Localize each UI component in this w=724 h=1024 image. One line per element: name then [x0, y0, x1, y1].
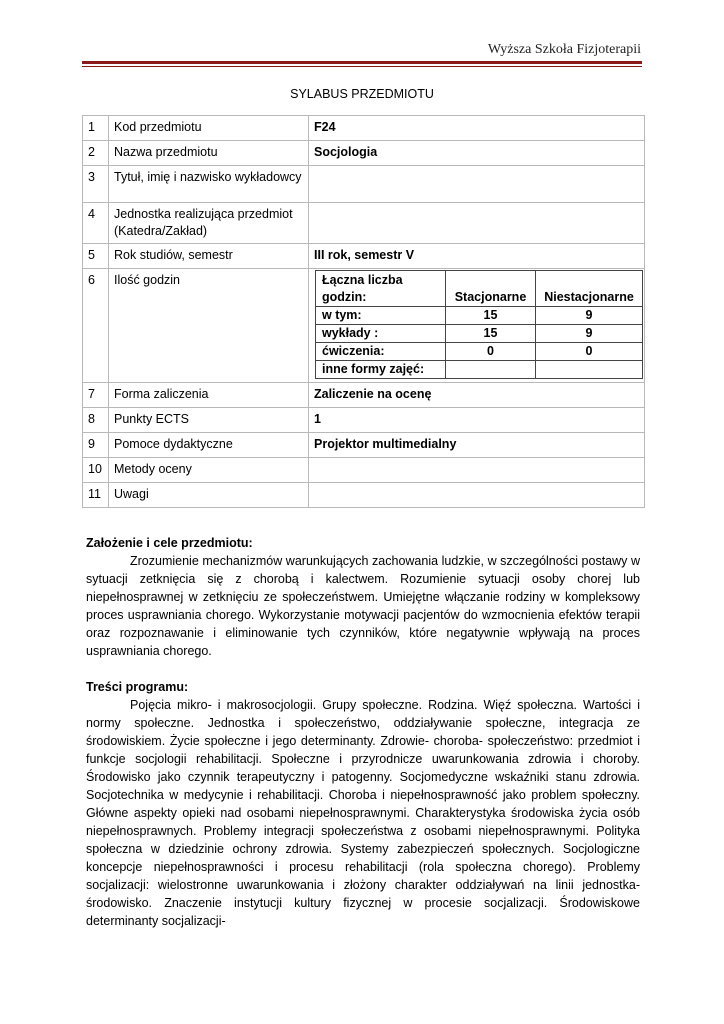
content-text: Pojęcia mikro- i makrosocjologii. Grupy społeczne. Rodzina. Więź społeczna. Wartości i normy społeczne. Jednostka i społeczeństwo, oddziaływanie społeczne, integracja ze środowiskiem. Życie społeczne i jego determinanty. Zdrowie- choroba- społeczeństwo: przedmiot i funkcje socjologii rehabilitacji. Społeczne i przyrodnicze uwarunkowania zdrowia i choroby. Środowisko jako czynnik terapeutyczny i patogenny. Socjomedyczne wskaźniki stanu zdrowia. Socjotechnika w medycynie i rehabilitacji. Choroba i niepełnosprawność jako problem społeczny. Główne aspekty opieki nad osobami niepełnosprawnymi. Charakterystyka środowiska życia osób niepełnosprawnych. Problemy integracji społeczeństwa z osobami niepełnosprawnymi. Polityka społeczna w dziedzinie ochrony zdrowia. Systemy zabezpieczeń społecznych. Socjologiczne koncepcje niepełnosprawności i procesu rehabilitacji (rola społeczna chorego). Problemy socjalizacji: wielostronne uwarunkowania i złożony charakter oddziaływań na linii jednostka- środowisko. Znaczenie instytucji kultury fizycznej w procesie socjalizacji. Środowiskowe determinanty socjalizacji- — [86, 698, 640, 928]
row-number: 8 — [83, 408, 109, 433]
row-label: Tytuł, imię i nazwisko wykładowcy — [109, 166, 309, 203]
row-number: 1 — [83, 116, 109, 141]
hours-row — [316, 307, 643, 325]
row-number: 4 — [83, 203, 109, 244]
document-title: SYLABUS PRZEDMIOTU — [290, 87, 434, 101]
hours-stacjonarne-value: 0 — [446, 343, 536, 361]
hours-cell — [309, 269, 645, 383]
row-value: Projektor multimedialny — [309, 433, 645, 458]
row-number: 5 — [83, 244, 109, 269]
row-number: 2 — [83, 141, 109, 166]
row-label: Metody oceny — [109, 458, 309, 483]
row-label: Forma zaliczenia — [109, 383, 309, 408]
row-label: Nazwa przedmiotu — [109, 141, 309, 166]
hours-stacjonarne-value — [446, 361, 536, 379]
hours-row — [316, 325, 643, 343]
content-section — [86, 678, 640, 930]
row-number: 10 — [83, 458, 109, 483]
hours-row-label: wykłady : — [316, 325, 446, 343]
table-row — [83, 269, 645, 383]
hours-niestacjonarne-value — [536, 361, 643, 379]
goals-text: Zrozumienie mechanizmów warunkujących zachowania ludzkie, w szczególności postawy w sytuacji zetknięcia się z chorobą i kalectwem. Rozumienie sytuacji osoby chorej lub niepełnosprawnej w zetknięciu ze społeczeństwem. Umiejętne włączanie rodziny w kompleksowy proces usprawniania chorego. Wykorzystanie motywacji pacjentów do wzmocnienia efektów terapii oraz rozpoznawanie i eliminowanie tych czynników, które negatywnie wpływają na proces usprawniania chorego. — [86, 554, 640, 658]
hours-table — [315, 270, 643, 379]
table-row — [83, 244, 645, 269]
row-value: F24 — [309, 116, 645, 141]
page-header: Wyższa Szkoła Fizjoterapii — [487, 42, 641, 57]
syllabus-table — [82, 115, 645, 508]
hours-row-label: ćwiczenia: — [316, 343, 446, 361]
row-label: Rok studiów, semestr — [109, 244, 309, 269]
table-row — [83, 166, 645, 203]
table-row — [83, 203, 645, 244]
hours-header-row — [316, 271, 643, 307]
table-row — [83, 116, 645, 141]
hours-total-label: Łączna liczba godzin: — [316, 271, 446, 307]
row-value — [309, 203, 645, 244]
table-row — [83, 483, 645, 508]
row-value: III rok, semestr V — [309, 244, 645, 269]
table-row — [83, 433, 645, 458]
row-value — [309, 483, 645, 508]
row-label: Kod przedmiotu — [109, 116, 309, 141]
goals-section — [86, 534, 640, 660]
header-rule-thin — [82, 66, 642, 67]
row-label: Jednostka realizująca przedmiot (Katedra/Zakład) — [109, 203, 309, 244]
row-label: Uwagi — [109, 483, 309, 508]
hours-row-label: inne formy zajęć: — [316, 361, 446, 379]
content-heading: Treści programu: — [86, 680, 189, 694]
hours-col-stacjonarne: Stacjonarne — [446, 271, 536, 307]
row-label: Ilość godzin — [109, 269, 309, 383]
row-label: Pomoce dydaktyczne — [109, 433, 309, 458]
row-label: Punkty ECTS — [109, 408, 309, 433]
header-rule — [82, 61, 642, 64]
hours-niestacjonarne-value: 0 — [536, 343, 643, 361]
row-number: 3 — [83, 166, 109, 203]
row-value: 1 — [309, 408, 645, 433]
hours-row — [316, 361, 643, 379]
row-value: Socjologia — [309, 141, 645, 166]
row-value — [309, 458, 645, 483]
row-value — [309, 166, 645, 203]
table-row — [83, 458, 645, 483]
table-row — [83, 408, 645, 433]
hours-row-label: w tym: — [316, 307, 446, 325]
hours-niestacjonarne-value: 9 — [536, 307, 643, 325]
row-number: 9 — [83, 433, 109, 458]
hours-col-niestacjonarne: Niestacjonarne — [536, 271, 643, 307]
hours-row — [316, 343, 643, 361]
hours-stacjonarne-value: 15 — [446, 307, 536, 325]
table-row — [83, 141, 645, 166]
row-number: 7 — [83, 383, 109, 408]
row-value: Zaliczenie na ocenę — [309, 383, 645, 408]
goals-heading: Założenie i cele przedmiotu: — [86, 536, 253, 550]
row-number: 11 — [83, 483, 109, 508]
table-row — [83, 383, 645, 408]
hours-niestacjonarne-value: 9 — [536, 325, 643, 343]
hours-stacjonarne-value: 15 — [446, 325, 536, 343]
row-number: 6 — [83, 269, 109, 383]
